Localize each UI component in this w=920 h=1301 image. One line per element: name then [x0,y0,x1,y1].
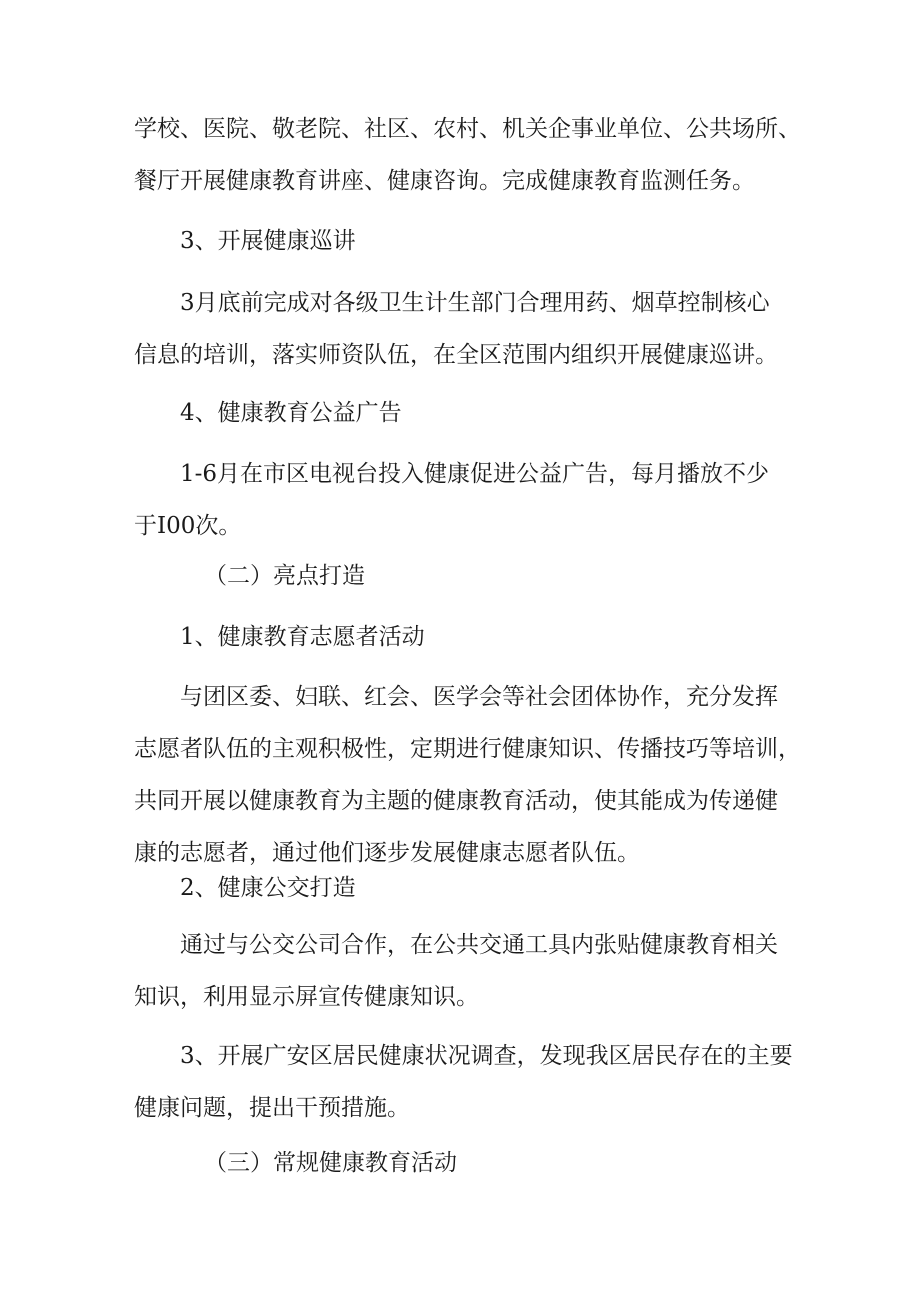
paragraph-volunteer-activity [134,686,814,865]
text-line: 学校、医院、敬老院、社区、农村、机关企事业单位、公共场所、 [134,116,801,142]
text-line: 3、开展广安区居民健康状况调查，发现我区居民存在的主要 [180,1043,793,1069]
text-line: 2、健康公交打造 [180,875,356,901]
paragraph-public-ads [134,463,814,538]
paragraph-health-bus [134,934,814,1009]
text-line: （三）常规健康教育活动 [204,1150,457,1176]
text-line: 4、健康教育公益广告 [180,400,402,426]
text-line: 与团区委、妇联、红会、医学会等社会团体协作，充分发挥 [180,684,778,710]
text-line: 志愿者队伍的主观积极性，定期进行健康知识、传播技巧等培训， [134,736,801,762]
text-line: 3月底前完成对各级卫生计生部门合理用药、烟草控制核心 [180,290,770,316]
text-line: 1、健康教育志愿者活动 [180,624,425,650]
heading-health-tour [134,230,860,253]
text-line: 知识，利用显示屏宣传健康知识。 [134,984,479,1010]
paragraph-health-tour [134,292,814,367]
paragraph-health-survey [134,1045,814,1120]
text-line: 1-6月在市区电视台投入健康促进公益广告，每月播放不少 [180,461,770,487]
text-line: 康的志愿者，通过他们逐步发展健康志愿者队伍。 [134,840,640,866]
text-line: 共同开展以健康教育为主题的健康教育活动，使其能成为传递健 [134,788,778,814]
heading-section-three [134,1152,884,1175]
heading-section-two [134,565,884,588]
text-line: 信息的培训，落实师资队伍，在全区范围内组织开展健康巡讲。 [134,342,778,368]
text-line: 3、开展健康巡讲 [180,228,356,254]
heading-health-bus [134,877,860,900]
text-line: 餐厅开展健康教育讲座、健康咨询。完成健康教育监测任务。 [134,168,755,194]
text-line: 于I00次。 [134,513,242,539]
heading-volunteer-activity [134,626,860,649]
text-line: 健康问题，提出干预措施。 [134,1095,410,1121]
text-line: 通过与公交公司合作，在公共交通工具内张贴健康教育相关 [180,932,778,958]
text-line: （二）亮点打造 [204,563,365,589]
paragraph-venues [134,118,814,193]
heading-public-ads [134,402,860,425]
